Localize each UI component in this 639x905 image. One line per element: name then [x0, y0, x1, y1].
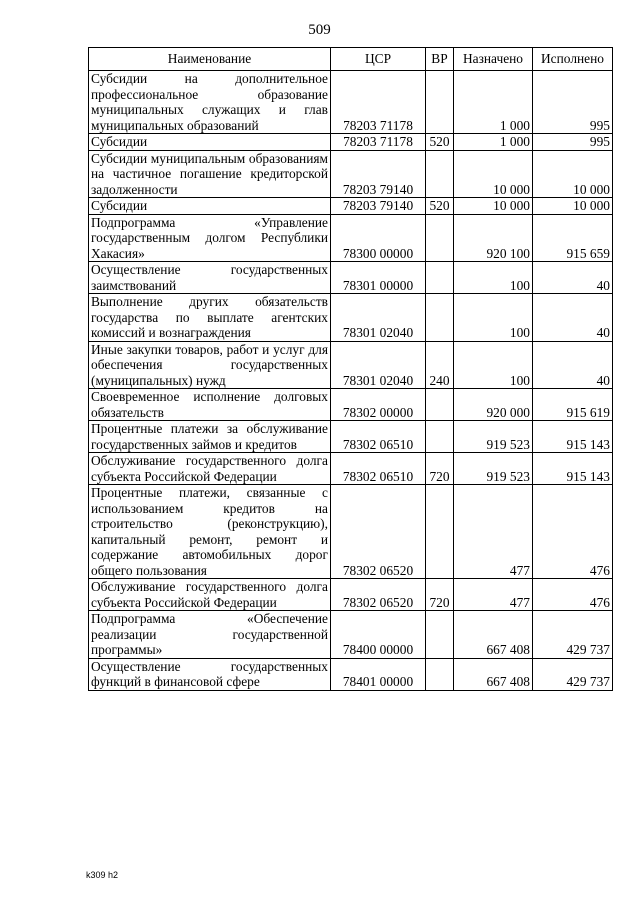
- cell-executed: 915 143: [533, 421, 613, 453]
- cell-name: Выполнение других обязательств государства по выплате агентских комиссий и вознаграждения: [89, 294, 331, 342]
- table-row: [89, 341, 613, 389]
- cell-vr: 520: [426, 134, 454, 151]
- cell-csr: 78203 71178: [331, 134, 426, 151]
- cell-name: Субсидии: [89, 198, 331, 215]
- cell-name: Субсидии: [89, 134, 331, 151]
- cell-assigned: 667 408: [454, 611, 533, 659]
- cell-csr: 78302 06510: [331, 421, 426, 453]
- cell-vr: [426, 485, 454, 579]
- cell-assigned: 920 000: [454, 389, 533, 421]
- cell-executed: 40: [533, 294, 613, 342]
- cell-name: Своевременное исполнение долговых обязательств: [89, 389, 331, 421]
- cell-executed: 476: [533, 485, 613, 579]
- cell-csr: 78203 79140: [331, 198, 426, 215]
- cell-csr: 78302 06520: [331, 485, 426, 579]
- cell-executed: 40: [533, 341, 613, 389]
- budget-table: [88, 47, 613, 691]
- table-header-row: [89, 48, 613, 71]
- cell-name: Осуществление государственных заимствований: [89, 262, 331, 294]
- table-row: [89, 214, 613, 262]
- cell-vr: [426, 421, 454, 453]
- cell-name: Субсидии муниципальным образованиям на частичное погашение кредиторской задолженности: [89, 150, 331, 198]
- cell-csr: 78302 00000: [331, 389, 426, 421]
- cell-assigned: 1 000: [454, 134, 533, 151]
- cell-vr: [426, 389, 454, 421]
- cell-csr: 78301 02040: [331, 294, 426, 342]
- table-row: [89, 71, 613, 134]
- cell-assigned: 477: [454, 485, 533, 579]
- cell-executed: 40: [533, 262, 613, 294]
- table-row: [89, 611, 613, 659]
- cell-csr: 78302 06510: [331, 453, 426, 485]
- cell-csr: 78203 71178: [331, 71, 426, 134]
- cell-executed: 429 737: [533, 611, 613, 659]
- cell-csr: 78302 06520: [331, 579, 426, 611]
- cell-vr: [426, 658, 454, 690]
- cell-assigned: 10 000: [454, 150, 533, 198]
- table-row: [89, 485, 613, 579]
- column-header-name: Наименование: [89, 48, 331, 71]
- document-code: k309 h2: [86, 870, 119, 880]
- cell-vr: 240: [426, 341, 454, 389]
- cell-assigned: 10 000: [454, 198, 533, 215]
- column-header-csr: ЦСР: [331, 48, 426, 71]
- table-row: [89, 150, 613, 198]
- cell-name: Осуществление государственных функций в финансовой сфере: [89, 658, 331, 690]
- cell-vr: [426, 262, 454, 294]
- cell-vr: [426, 294, 454, 342]
- cell-name: Процентные платежи, связанные с использованием кредитов на строительство (реконструкцию), капитальный ремонт, ремонт и содержание автомобильных дорог общего пользования: [89, 485, 331, 579]
- cell-name: Подпрограмма «Обеспечение реализации государственной программы»: [89, 611, 331, 659]
- cell-executed: 476: [533, 579, 613, 611]
- cell-csr: 78203 79140: [331, 150, 426, 198]
- cell-assigned: 919 523: [454, 421, 533, 453]
- cell-assigned: 920 100: [454, 214, 533, 262]
- cell-assigned: 100: [454, 294, 533, 342]
- table-row: [89, 421, 613, 453]
- cell-executed: 429 737: [533, 658, 613, 690]
- cell-executed: 915 143: [533, 453, 613, 485]
- cell-name: Подпрограмма «Управление государственным долгом Республики Хакасия»: [89, 214, 331, 262]
- table-row: [89, 453, 613, 485]
- table-row: [89, 294, 613, 342]
- cell-name: Процентные платежи за обслуживание государственных займов и кредитов: [89, 421, 331, 453]
- cell-assigned: 919 523: [454, 453, 533, 485]
- cell-vr: [426, 71, 454, 134]
- cell-vr: [426, 214, 454, 262]
- table-row: [89, 134, 613, 151]
- column-header-vr: ВР: [426, 48, 454, 71]
- cell-vr: 720: [426, 453, 454, 485]
- cell-executed: 10 000: [533, 198, 613, 215]
- column-header-assigned: Назначено: [454, 48, 533, 71]
- table-row: [89, 262, 613, 294]
- cell-assigned: 1 000: [454, 71, 533, 134]
- table-row: [89, 658, 613, 690]
- table-row: [89, 389, 613, 421]
- cell-csr: 78401 00000: [331, 658, 426, 690]
- cell-vr: 520: [426, 198, 454, 215]
- cell-csr: 78300 00000: [331, 214, 426, 262]
- cell-csr: 78301 02040: [331, 341, 426, 389]
- cell-assigned: 100: [454, 262, 533, 294]
- cell-name: Субсидии на дополнительное профессиональное образование муниципальных служащих и глав муниципальных образований: [89, 71, 331, 134]
- cell-name: Обслуживание государственного долга субъекта Российской Федерации: [89, 579, 331, 611]
- cell-name: Обслуживание государственного долга субъекта Российской Федерации: [89, 453, 331, 485]
- cell-vr: [426, 611, 454, 659]
- cell-vr: [426, 150, 454, 198]
- cell-csr: 78400 00000: [331, 611, 426, 659]
- cell-assigned: 667 408: [454, 658, 533, 690]
- cell-executed: 915 619: [533, 389, 613, 421]
- cell-executed: 915 659: [533, 214, 613, 262]
- cell-executed: 10 000: [533, 150, 613, 198]
- cell-csr: 78301 00000: [331, 262, 426, 294]
- table-row: [89, 579, 613, 611]
- cell-name: Иные закупки товаров, работ и услуг для обеспечения государственных (муниципальных) нужд: [89, 341, 331, 389]
- cell-assigned: 100: [454, 341, 533, 389]
- cell-assigned: 477: [454, 579, 533, 611]
- table-row: [89, 198, 613, 215]
- cell-executed: 995: [533, 134, 613, 151]
- cell-vr: 720: [426, 579, 454, 611]
- column-header-executed: Исполнено: [533, 48, 613, 71]
- cell-executed: 995: [533, 71, 613, 134]
- page-number: 509: [308, 22, 331, 38]
